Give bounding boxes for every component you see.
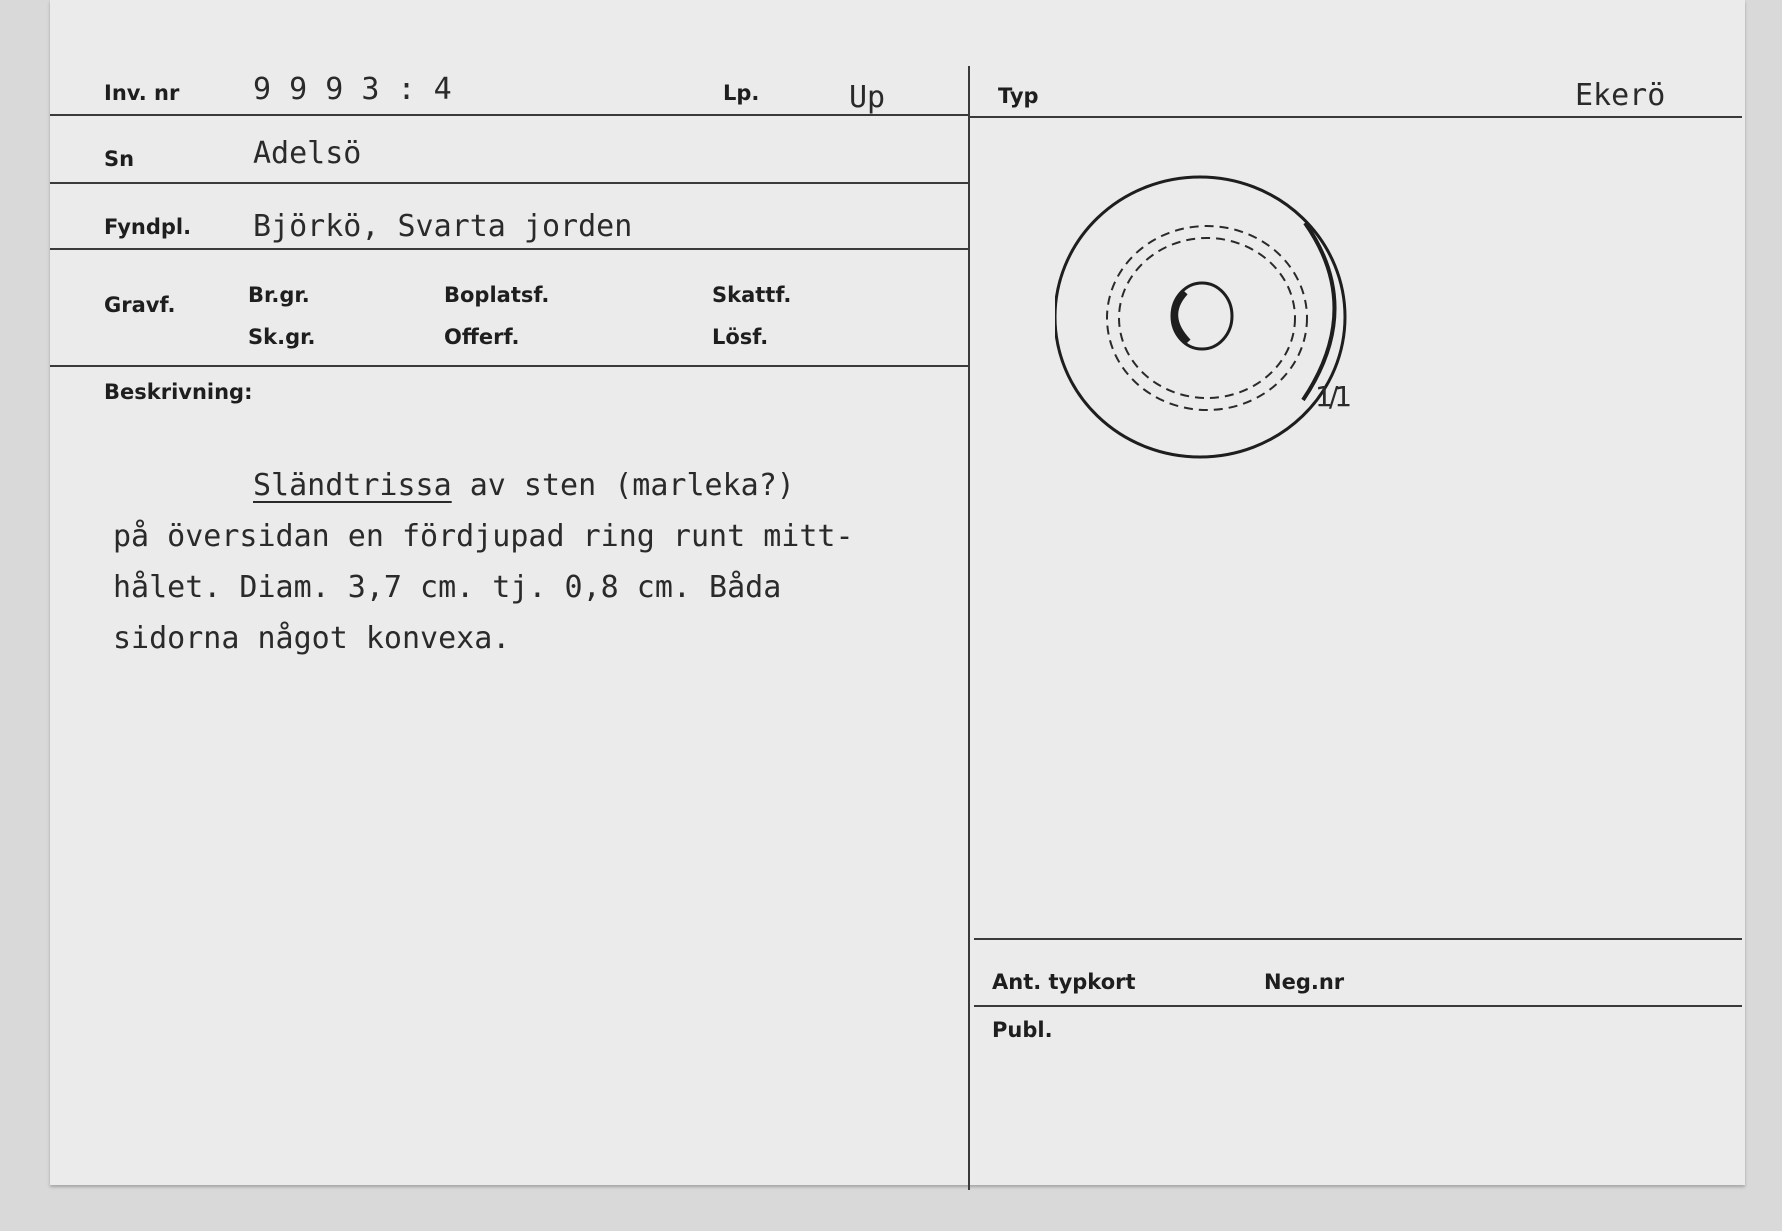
- fyndpl-value: Björkö, Svarta jorden: [253, 209, 633, 244]
- divider-inv-row: [50, 114, 968, 116]
- divider-fyndpl-row: [50, 248, 968, 250]
- sn-label: Sn: [104, 147, 135, 171]
- fyndpl-label: Fyndpl.: [104, 215, 192, 239]
- spindle-whorl-drawing-icon: [1055, 168, 1425, 478]
- divider-publ: [974, 1005, 1742, 1007]
- typ-label: Typ: [998, 84, 1039, 108]
- divider-sn-row: [50, 182, 968, 184]
- inv-nr-label: Inv. nr: [104, 81, 180, 105]
- boplatsf-label: Boplatsf.: [444, 283, 550, 307]
- beskrivning-label: Beskrivning:: [104, 380, 253, 404]
- description-line-2: på översidan en fördjupad ring runt mitt-: [113, 519, 854, 554]
- typ-value: Ekerö: [1575, 78, 1666, 113]
- neg-nr-label: Neg.nr: [1264, 970, 1345, 994]
- object-type-word: Sländtrissa: [253, 468, 452, 503]
- description-line-4: sidorna något konvexa.: [113, 621, 511, 656]
- offerf-label: Offerf.: [444, 325, 520, 349]
- divider-ant-typkort: [974, 938, 1742, 940]
- sn-value: Adelsö: [253, 136, 362, 171]
- inv-nr-value: 9 9 9 3 : 4: [253, 72, 452, 107]
- divider-typ-row: [970, 116, 1742, 118]
- skattf-label: Skattf.: [712, 283, 792, 307]
- drawing-scale-label: 1/1: [1315, 380, 1349, 413]
- ant-typkort-label: Ant. typkort: [992, 970, 1136, 994]
- column-divider: [968, 66, 970, 1190]
- losf-label: Lösf.: [712, 325, 769, 349]
- description-text: [113, 460, 854, 664]
- description-line-1: Sländtrissa av sten (marleka?): [253, 468, 795, 503]
- divider-gravf-row: [50, 365, 968, 367]
- publ-label: Publ.: [992, 1018, 1053, 1042]
- sk-gr-label: Sk.gr.: [248, 325, 316, 349]
- description-line-3: hålet. Diam. 3,7 cm. tj. 0,8 cm. Båda: [113, 570, 782, 605]
- lp-value: Up: [849, 80, 886, 115]
- lp-label: Lp.: [723, 81, 760, 105]
- gravf-label: Gravf.: [104, 293, 176, 317]
- br-gr-label: Br.gr.: [248, 283, 310, 307]
